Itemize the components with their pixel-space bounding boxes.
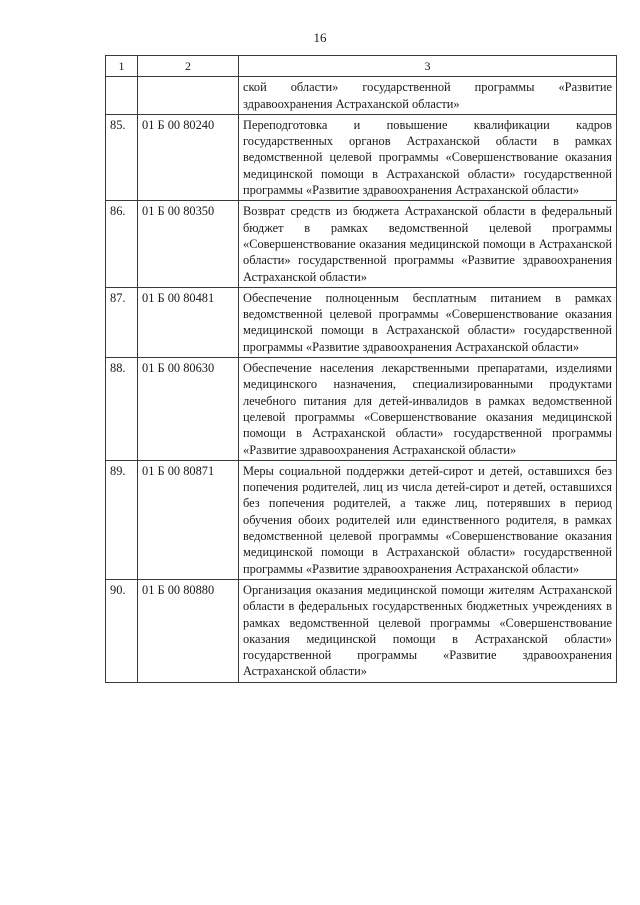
table-row [106, 358, 617, 461]
row-description: Возврат средств из бюджета Астраханской области в федеральный бюджет в рамках ведомственной целевой программы «Совершенствование оказания медицинской помощи в Астраханской области» государственной программы «Развитие здравоохранения Астраханской области» [239, 201, 617, 287]
column-header-2: 2 [138, 56, 239, 77]
table-row [106, 579, 617, 682]
table-row [106, 201, 617, 287]
table-header-row [106, 56, 617, 77]
row-number: 87. [106, 287, 138, 357]
row-number: 88. [106, 358, 138, 461]
row-number: 90. [106, 579, 138, 682]
row-description: Обеспечение населения лекарственными препаратами, изделиями медицинского назначения, специализированными продуктами лечебного питания для детей-инвалидов в рамках ведомственной целевой программы «Совершенствование оказания медицинской помощи в Астраханской области» государственной программы «Развитие здравоохранения Астраханской области» [239, 358, 617, 461]
table-row [106, 460, 617, 579]
page-number: 16 [313, 30, 327, 45]
column-header-1: 1 [106, 56, 138, 77]
row-description: Обеспечение полноценным бесплатным питанием в рамках ведомственной целевой программы «Совершенствование оказания медицинской помощи в Астраханской области» государственной программы «Развитие здравоохранения Астраханской области» [239, 287, 617, 357]
row-description: Организация оказания медицинской помощи жителям Астраханской области в федеральных государственных бюджетных учреждениях в рамках ведомственной целевой программы «Совершенствование оказания медицинской помощи в Астраханской области» государственной программы «Развитие здравоохранения Астраханской области» [239, 579, 617, 682]
budget-code [138, 77, 239, 115]
table-row [106, 114, 617, 200]
column-header-3: 3 [239, 56, 617, 77]
row-number: 85. [106, 114, 138, 200]
row-description: Переподготовка и повышение квалификации кадров государственных органов Астраханской области в рамках ведомственной целевой программы «Совершенствование оказания медицинской помощи в Астраханской области» государственной программы «Развитие здравоохранения Астраханской области» [239, 114, 617, 200]
row-description: Меры социальной поддержки детей-сирот и детей, оставшихся без попечения родителей, лиц из числа детей-сирот и детей, оставшихся без попечения родителей, а также лиц, потерявших в период обучения обоих родителей или единственного родителя, в рамках ведомственной целевой программы «Совершенствование оказания медицинской помощи в Астраханской области» государственной программы «Развитие здравоохранения Астраханской области» [239, 460, 617, 579]
table-row [106, 77, 617, 115]
budget-code: 01 Б 00 80481 [138, 287, 239, 357]
budget-code: 01 Б 00 80630 [138, 358, 239, 461]
budget-classification-table [105, 55, 617, 683]
budget-code: 01 Б 00 80871 [138, 460, 239, 579]
row-number [106, 77, 138, 115]
budget-code: 01 Б 00 80350 [138, 201, 239, 287]
budget-code: 01 Б 00 80880 [138, 579, 239, 682]
budget-code: 01 Б 00 80240 [138, 114, 239, 200]
row-number: 89. [106, 460, 138, 579]
table-row [106, 287, 617, 357]
row-number: 86. [106, 201, 138, 287]
row-description: ской области» государственной программы «Развитие здравоохранения Астраханской области» [239, 77, 617, 115]
